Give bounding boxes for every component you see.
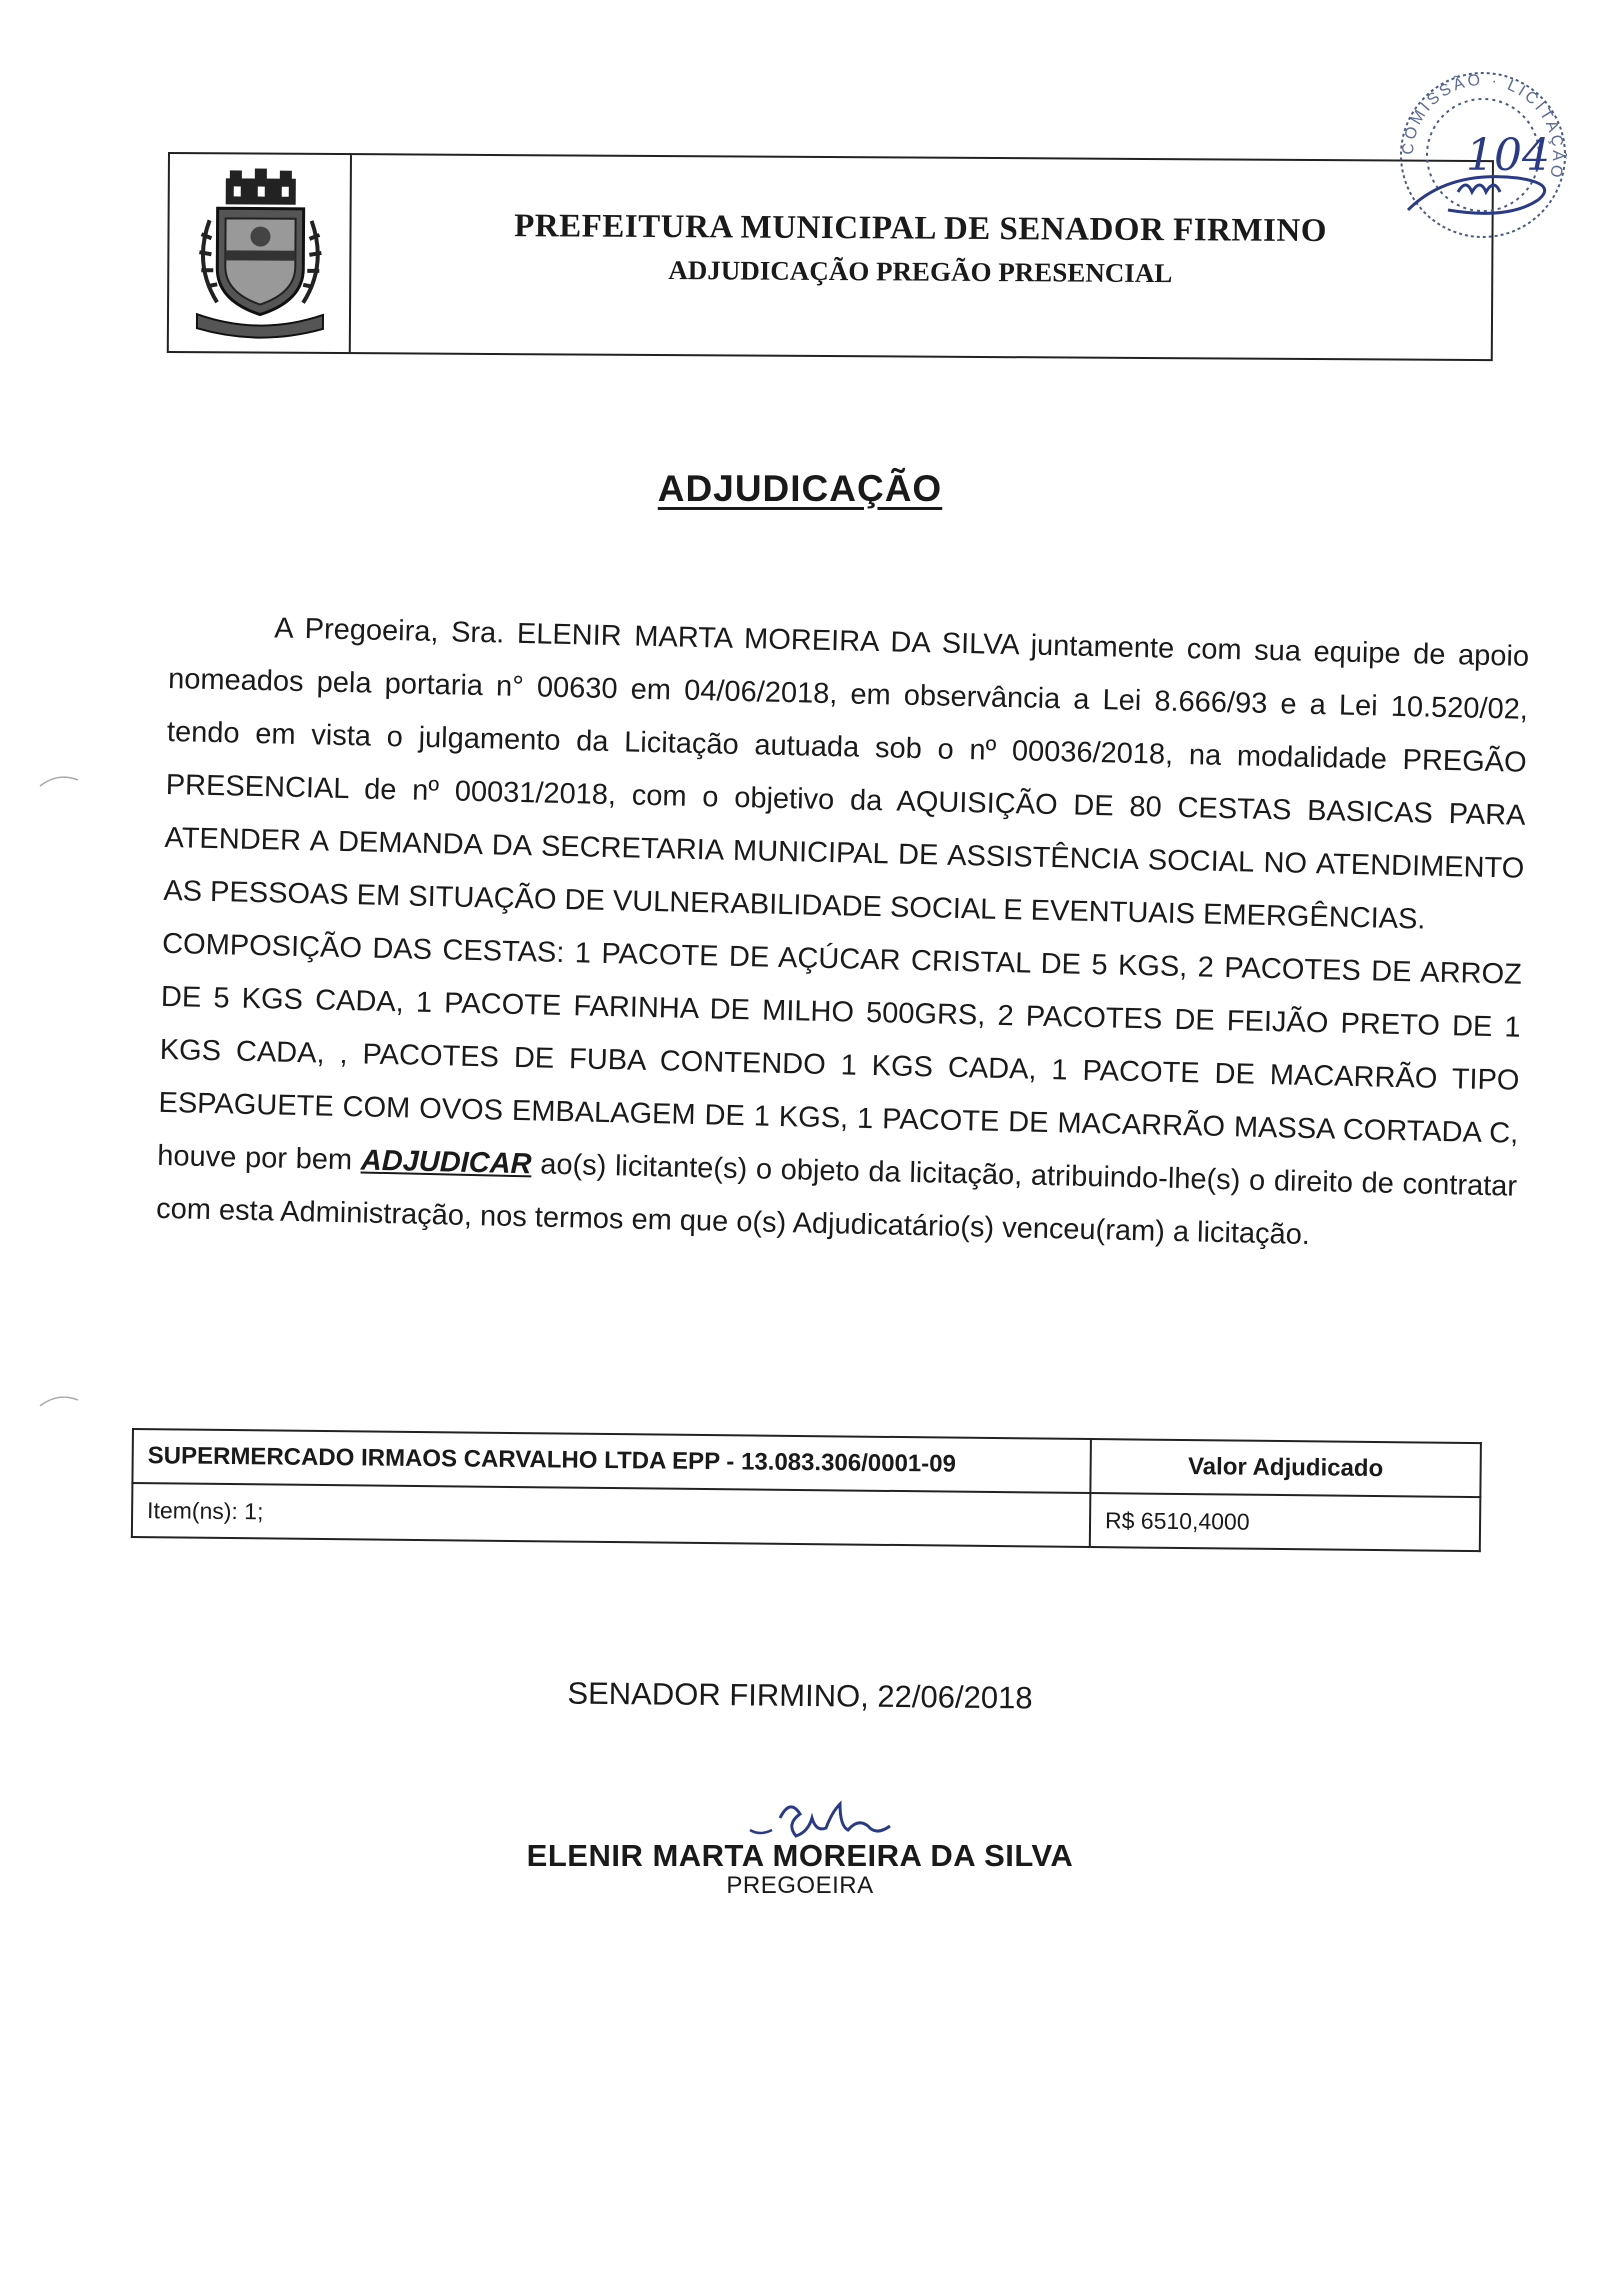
place-date: SENADOR FIRMINO, 22/06/2018 bbox=[567, 1675, 1033, 1716]
items-cell: Item(ns): 1; bbox=[132, 1483, 1091, 1547]
svg-text:COMISSÃO · LICITAÇÃO: COMISSÃO · LICITAÇÃO bbox=[1399, 71, 1567, 182]
adjudication-result-table bbox=[131, 1428, 1482, 1552]
signer-role: PREGOEIRA bbox=[726, 1872, 874, 1899]
value-header: Valor Adjudicado bbox=[1090, 1439, 1481, 1497]
scan-mark-icon bbox=[38, 1392, 98, 1412]
paragraph-intro: A Pregoeira, Sra. ELENIR MARTA MOREIRA DA SILVA juntamente com sua equipe de apoio nomeados pela portaria n° 00630 em 04/06/2018, em observância a Lei 8.666/93 e a Lei 10.520/02, tendo em vista o julgamento da Licitação autuada sob o nº 00036/2018, na modalidade PREGÃO PRESENCIAL de nº 00031/2018, com o objetivo da AQUISIÇÃO DE 80 CESTAS BASICAS PARA ATENDER A DEMANDA DA SECRETARIA MUNICIPAL DE ASSISTÊNCIA SOCIAL NO ATENDIMENTO AS PESSOAS EM SITUAÇÃO DE VULNERABILIDADE SOCIAL E EVENTUAIS EMERGÊNCIAS. bbox=[163, 612, 1530, 936]
document-title: ADJUDICAÇÃO bbox=[657, 468, 943, 509]
commission-stamp-icon bbox=[1388, 60, 1578, 250]
signer-name: ELENIR MARTA MOREIRA DA SILVA bbox=[526, 1838, 1074, 1873]
crest-cell bbox=[169, 154, 352, 352]
svg-text:104: 104 bbox=[1466, 130, 1550, 181]
paragraph-composition: COMPOSIÇÃO DAS CESTAS: 1 PACOTE DE AÇÚCAR CRISTAL DE 5 KGS, 2 PACOTES DE ARROZ DE 5 KGS CADA, 1 PACOTE FARINHA DE MILHO 500GRS, 2 PACOTES DE FEIJÃO PRETO DE 1 KGS CADA, , PACOTES DE FUBA CONTENDO 1 KGS CADA, 1 PACOTE DE MACARRÃO TIPO ESPAGUETE COM OVOS EMBALAGEM DE 1 KGS, 1 PACOTE DE MACARRÃO MASSA CORTADA C, houve por bem ADJUDICAR ao(s) licitante(s) o objeto da licitação, atribuindo-lhe(s) o direito de contratar com esta Administração, nos termos em que o(s) Adjudicatário(s) venceu(ram) a licitação. bbox=[155, 927, 1523, 1252]
vendor-cell: SUPERMERCADO IRMAOS CARVALHO LTDA EPP - 13.083.306/0001-09 bbox=[132, 1429, 1091, 1493]
municipal-coat-of-arms-icon bbox=[187, 164, 334, 341]
value-cell: R$ 6510,4000 bbox=[1090, 1493, 1481, 1551]
scan-mark-icon bbox=[38, 772, 98, 792]
adjudication-text bbox=[156, 600, 1530, 1267]
document-header bbox=[167, 152, 1494, 361]
header-title: PREFEITURA MUNICIPAL DE SENADOR FIRMINO bbox=[514, 208, 1328, 250]
adjudicar-emphasis: ADJUDICAR bbox=[360, 1144, 532, 1181]
header-subtitle: ADJUDICAÇÃO PREGÃO PRESENCIAL bbox=[668, 255, 1173, 289]
